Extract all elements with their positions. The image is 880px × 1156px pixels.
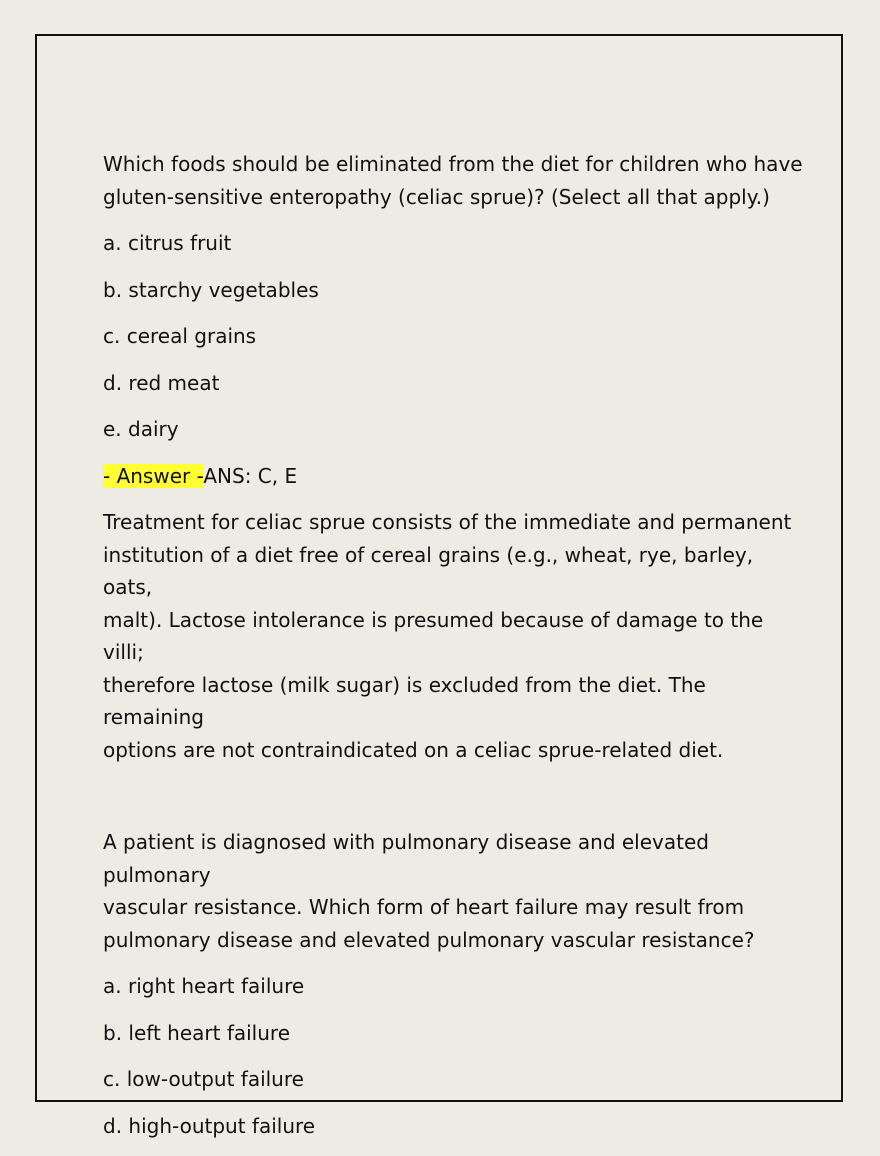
question-1-rationale	[103, 506, 803, 766]
document-content	[103, 148, 803, 1156]
question-2-option-d: d. high-output failure	[103, 1113, 316, 1138]
rationale-line: therefore lactose (milk sugar) is excluded from the diet. The remaining	[103, 672, 706, 729]
question-1-answer	[103, 460, 803, 493]
question-2-option-a: a. right heart failure	[103, 974, 305, 998]
question-2-stem-line: pulmonary disease and elevated pulmonary vascular resistance?	[103, 927, 755, 952]
question-2-stem-line: A patient is diagnosed with pulmonary disease and elevated pulmonary	[103, 830, 709, 887]
rationale-line: Treatment for celiac sprue consists of the immediate and permanent	[103, 510, 792, 534]
question-1-option-c: c. cereal grains	[103, 324, 257, 348]
answer-value: ANS: C, E	[203, 463, 298, 488]
question-1-stem-line: gluten-sensitive enteropathy (celiac sprue)? (Select all that apply.)	[103, 184, 770, 209]
question-1-stem	[103, 148, 803, 213]
question-1-option-a: a. citrus fruit	[103, 231, 232, 255]
rationale-line: options are not contraindicated on a celiac sprue-related diet.	[103, 737, 724, 762]
answer-label-highlight: - Answer -	[103, 463, 204, 488]
question-2-option-b: b. left heart failure	[103, 1020, 290, 1045]
question-1-option-d: d. red meat	[103, 370, 220, 395]
question-2-stem-line: vascular resistance. Which form of heart failure may result from	[103, 895, 745, 919]
question-2-stem	[103, 826, 803, 956]
question-spacer	[103, 780, 803, 826]
question-1-stem-line: Which foods should be eliminated from the diet for children who have	[103, 152, 803, 176]
rationale-line: institution of a diet free of cereal grains (e.g., wheat, rye, barley, oats,	[103, 542, 754, 599]
rationale-line: malt). Lactose intolerance is presumed because of damage to the villi;	[103, 607, 764, 664]
question-1-option-e: e. dairy	[103, 417, 179, 441]
question-1-option-b: b. starchy vegetables	[103, 277, 319, 302]
question-2-option-c: c. low-output failure	[103, 1067, 304, 1091]
